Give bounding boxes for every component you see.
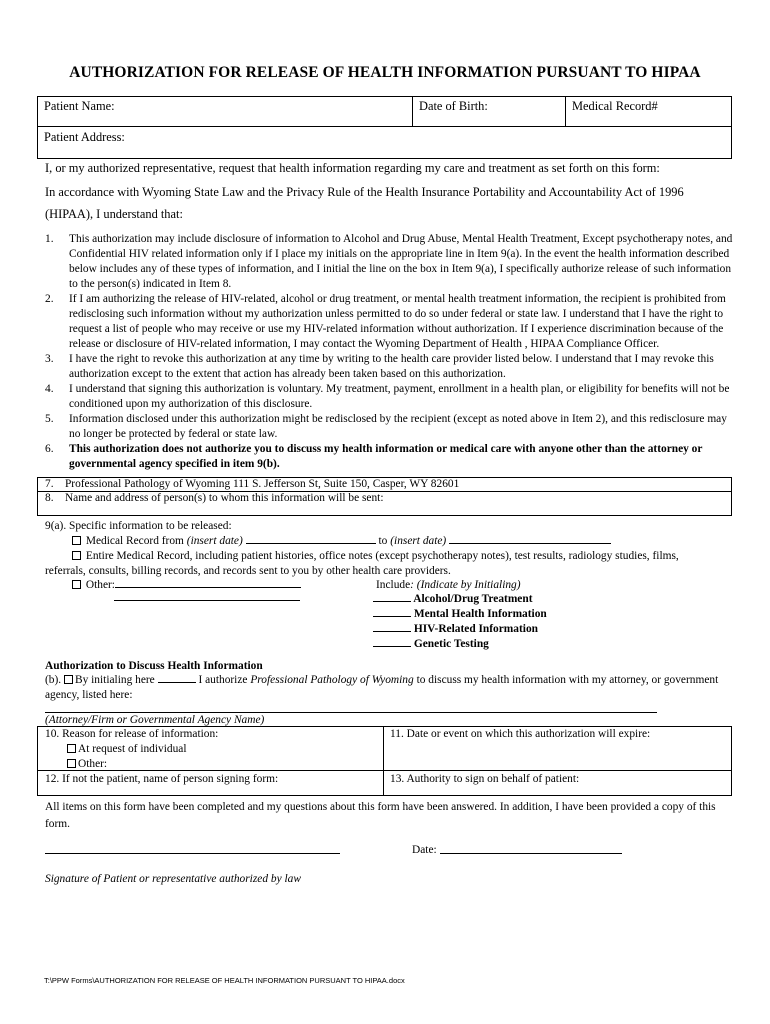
item-7: 7. Professional Pathology of Wyoming 111 S. Jefferson St, Suite 150, Casper, WY 82601	[45, 478, 460, 490]
from-date-line[interactable]	[246, 543, 376, 544]
to-date-line[interactable]	[449, 543, 611, 544]
list-item: 1. This authorization may include disclosure of information to Alcohol and Drug Abuse, Mental Health Treatment, Except psychotherapy notes, and Confidential HIV related information only if I place my initials on the appropriate line in Item 9(a). In the event the health information described below includes any of these types of information, and I initial the line on the box in Item 9(a), I specifically authorize release of such information to the person(s) indicated in Item 8.	[45, 233, 733, 290]
item-10-reason: 10. Reason for release of information: At request of individual Other:	[45, 728, 219, 770]
date-label: Date:	[412, 844, 437, 856]
list-item: 5. Information disclosed under this authorization might be redisclosed by the recipient (except as noted above in Item 2), and this redisclosure may no longer be protected by federal or state law.	[45, 413, 727, 440]
initial-line[interactable]	[373, 631, 411, 632]
category-hiv[interactable]: HIV-Related Information	[373, 622, 547, 637]
item-11-expiry[interactable]: 11. Date or event on which this authorization will expire:	[390, 728, 651, 740]
reason-request-option[interactable]: At request of individual	[45, 742, 218, 757]
checkbox[interactable]	[72, 551, 81, 560]
signature-line[interactable]	[45, 853, 340, 854]
category-genetic-testing[interactable]: Genetic Testing	[373, 637, 547, 652]
initial-line[interactable]	[373, 601, 411, 602]
category-alcohol-drug[interactable]: Alcohol/Drug Treatment	[373, 592, 547, 607]
intro-request: I, or my authorized representative, request that health information regarding my care and treatment as set forth on this form:	[45, 161, 660, 175]
section-9b-text: (b). By initialing here I authorize Professional Pathology of Wyoming to discuss my health information with my attorney, or government agency, listed here:	[45, 674, 719, 701]
patient-address-field[interactable]: Patient Address:	[44, 130, 125, 144]
other-line[interactable]	[115, 587, 301, 588]
list-item: 6. This authorization does not authorize you to discuss my health information or medical care with anyone other than the attorney or governmental agency specified in item 9(b).	[45, 443, 703, 470]
section-9b-heading: Authorization to Discuss Health Information	[45, 660, 263, 672]
medical-record-field[interactable]: Medical Record#	[572, 99, 658, 113]
checkbox[interactable]	[72, 536, 81, 545]
checkbox[interactable]	[67, 744, 76, 753]
checkbox[interactable]	[72, 580, 81, 589]
terms-list	[45, 232, 735, 472]
item-12-signer-name[interactable]: 12. If not the patient, name of person signing form:	[45, 773, 279, 785]
initial-line[interactable]	[373, 646, 411, 647]
medical-record-option[interactable]: Medical Record from (insert date) to (insert date)	[72, 534, 611, 549]
intro-understand: In accordance with Wyoming State Law and the Privacy Rule of the Health Insurance Portability and Accountability Act of 1996 (HIPAA), I understand that:	[45, 185, 684, 221]
list-item: 4. I understand that signing this authorization is voluntary. My treatment, payment, enrollment in a health plan, or eligibility for benefits will not be conditioned upon my authorization of this disclosure.	[45, 383, 730, 410]
patient-name-field[interactable]: Patient Name:	[44, 99, 115, 113]
file-path-footer: T:\PPW Forms\AUTHORIZATION FOR RELEASE OF HEALTH INFORMATION PURSUANT TO HIPAA.docx	[44, 976, 405, 985]
initial-line[interactable]	[373, 616, 411, 617]
reason-other-option[interactable]: Other:	[45, 757, 218, 772]
signature-label: Signature of Patient or representative authorized by law	[45, 873, 301, 885]
list-item: 2. If I am authorizing the release of HIV-related, alcohol or drug treatment, or mental health treatment information, the recipient is prohibited from redisclosing such information without my authorization unless permitted to do so under federal or state law. I understand that I have the right to request a list of people who may receive or use my HIV-related information without authorization. If I experience discrimination because of the release or disclosure of HIV-related information, I may contact the Wyoming Department of Health , HIPAA Compliance Officer.	[45, 293, 726, 350]
item-13-authority[interactable]: 13. Authority to sign on behalf of patient:	[390, 773, 580, 785]
entire-record-option[interactable]: Entire Medical Record, including patient histories, office notes (except psychotherapy notes), test results, radiology studies, films, referrals, consults, billing records, and records sent to you by other health care providers.	[45, 550, 679, 577]
section-9a-heading: 9(a). Specific information to be released:	[45, 520, 232, 532]
other-option[interactable]: Other:	[72, 578, 301, 593]
other-line-2[interactable]	[114, 600, 300, 601]
date-line[interactable]	[440, 853, 622, 854]
date-of-birth-field[interactable]: Date of Birth:	[419, 99, 488, 113]
closing-statement: All items on this form have been completed and my questions about this form have been answered. In addition, I have been provided a copy of this form.	[45, 801, 716, 830]
list-item: 3. I have the right to revoke this authorization at any time by writing to the health care provider listed below. I understand that I may revoke this authorization except to the extent that action has already been taken based on this authorization.	[45, 353, 714, 380]
agency-name-label: (Attorney/Firm or Governmental Agency Name)	[45, 714, 265, 726]
sensitive-categories	[373, 592, 547, 652]
include-label: Include: (Indicate by Initialing)	[376, 579, 521, 591]
checkbox[interactable]	[67, 759, 76, 768]
category-mental-health[interactable]: Mental Health Information	[373, 607, 547, 622]
checkbox[interactable]	[64, 675, 73, 684]
item-8[interactable]: 8. Name and address of person(s) to whom this information will be sent:	[45, 492, 384, 504]
initial-line[interactable]	[158, 682, 196, 683]
form-title: AUTHORIZATION FOR RELEASE OF HEALTH INFORMATION PURSUANT TO HIPAA	[69, 64, 701, 81]
